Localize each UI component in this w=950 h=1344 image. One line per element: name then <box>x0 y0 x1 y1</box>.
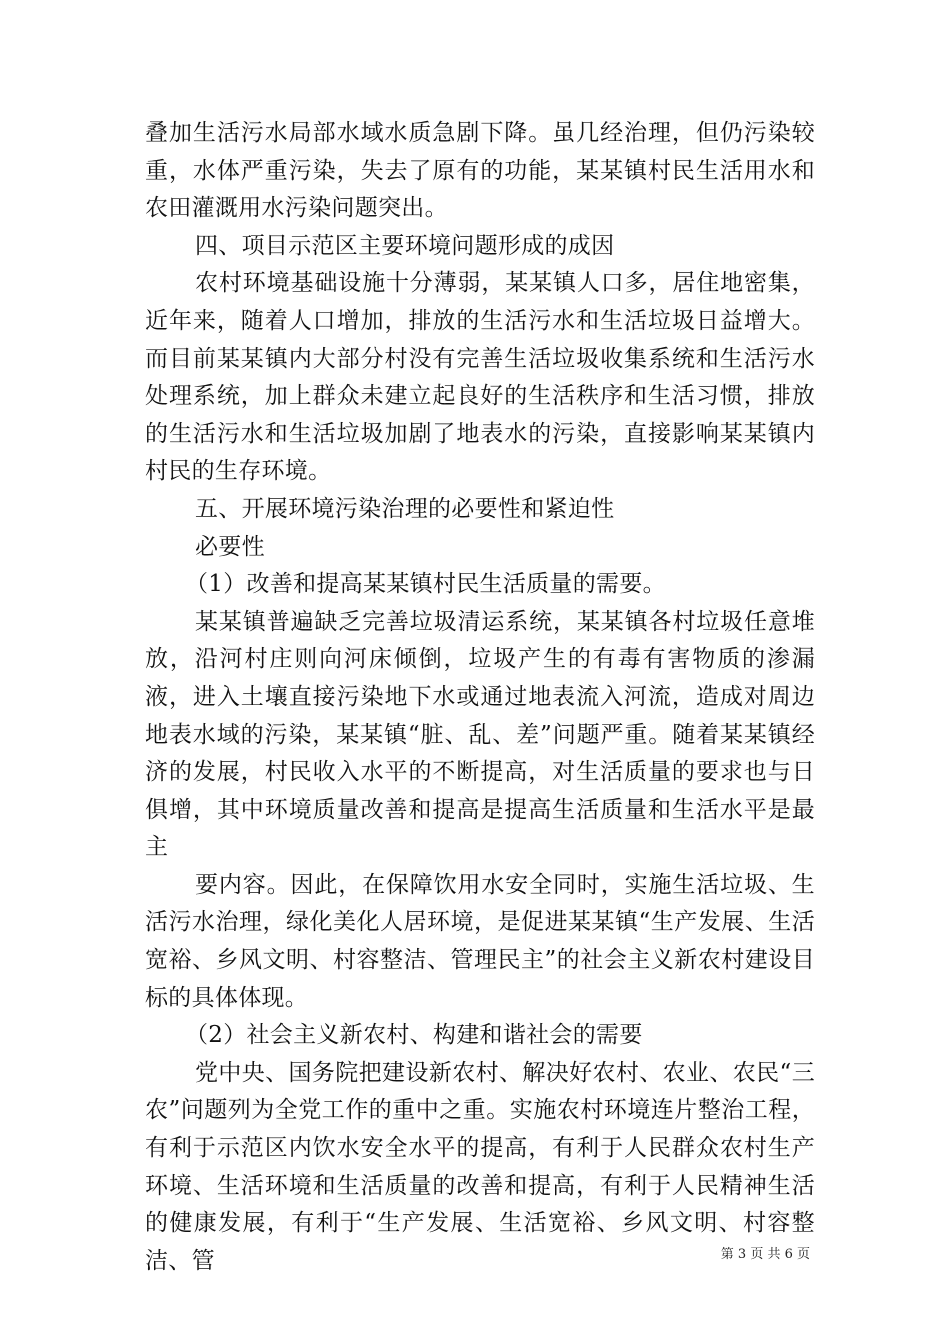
paragraph-item-2: 党中央、国务院把建设新农村、解决好农村、农业、农民“三农”问题列为全党工作的重中之重。实施农村环境连片整治工程，有利于示范区内饮水安全水平的提高，有利于人民群众农村生产环境、生活环境和生活质量的改善和提高，有利于人民精神生活的健康发展，有利于“生产发展、生活宽裕、乡风文明、村容整洁、管 <box>145 1059 815 1274</box>
subheading-necessity: 必要性 <box>195 533 265 560</box>
document-body <box>145 115 815 1280</box>
section-heading-necessity: 五、开展环境污染治理的必要性和紧迫性 <box>195 495 615 522</box>
subheading-item-1: （1）改善和提高某某镇村民生活质量的需要。 <box>185 571 666 598</box>
paragraph-continued-text: 叠加生活污水局部水域水质急剧下降。虽几经治理，但仍污染较重，水体严重污染，失去了原有的功能，某某镇村民生活用水和农田灌溉用水污染问题突出。 <box>145 120 815 222</box>
section-heading-causes: 四、项目示范区主要环境问题形成的成因 <box>195 232 615 259</box>
paragraph-item-1-continued: 要内容。因此，在保障饮用水安全同时，实施生活垃圾、生活污水治理，绿化美化人居环境，是促进某某镇“生产发展、生活宽裕、乡风文明、村容整洁、管理民主”的社会主义新农村建设目标的具体体现。 <box>145 871 815 1011</box>
page-number: 第 3 页 共 6 页 <box>720 1247 810 1262</box>
subheading-item-2: （2）社会主义新农村、构建和谐社会的需要 <box>185 1022 643 1049</box>
paragraph-causes: 农村环境基础设施十分薄弱，某某镇人口多，居住地密集，近年来，随着人口增加，排放的生活污水和生活垃圾日益增大。而目前某某镇内大部分村没有完善生活垃圾收集系统和生活污水处理系统，加上群众未建立起良好的生活秩序和生活习惯，排放的生活污水和生活垃圾加剧了地表水的污染，直接影响某某镇内村民的生存环境。 <box>145 270 815 485</box>
paragraph-item-1: 某某镇普遍缺乏完善垃圾清运系统，某某镇各村垃圾任意堆放，沿河村庄则向河床倾倒，垃圾产生的有毒有害物质的渗漏液，进入土壤直接污染地下水或通过地表流入河流，造成对周边地表水域的污染，某某镇“脏、乱、差”问题严重。随着某某镇经济的发展，村民收入水平的不断提高，对生活质量的要求也与日俱增，其中环境质量改善和提高是提高生活质量和生活水平是最主 <box>145 608 815 861</box>
